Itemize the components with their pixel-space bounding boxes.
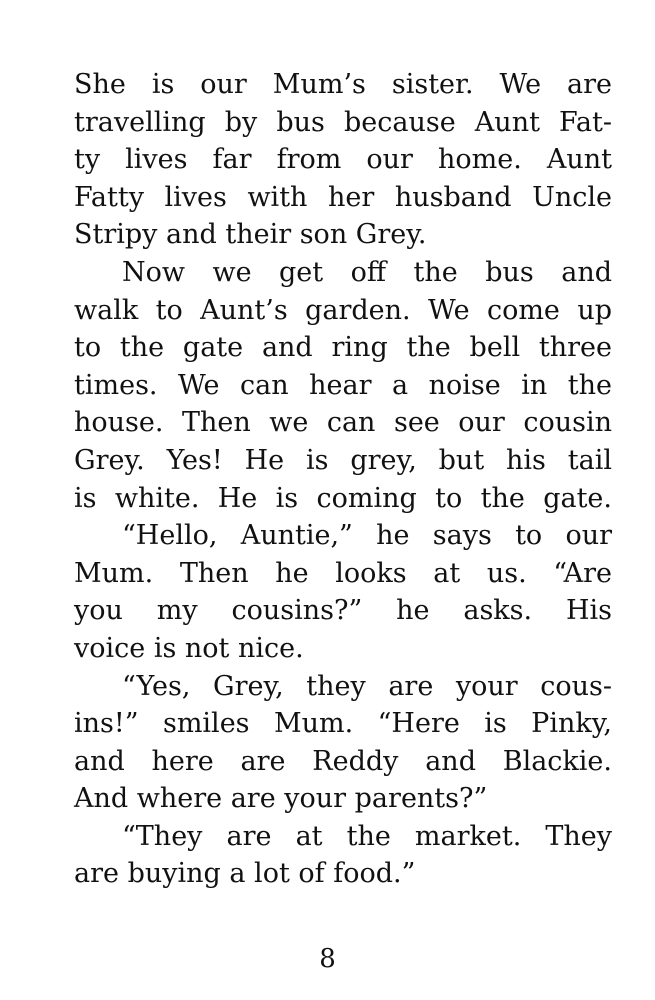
text-line: to the gate and ring the bell three: [74, 332, 612, 364]
text-line: And where are your parents?”: [74, 783, 488, 815]
paragraph: [74, 668, 612, 818]
text-line: is white. He is coming to the gate.: [74, 482, 612, 514]
text-line: times. We can hear a noise in the: [74, 369, 612, 401]
text-line: voice is not nice.: [74, 632, 304, 664]
paragraph: [74, 818, 612, 893]
text-line: Mum. Then he looks at us. “Are: [74, 557, 612, 589]
text-line: ty lives far from our home. Aunt: [74, 144, 612, 176]
text-line: travelling by bus because Aunt Fat-: [74, 106, 612, 138]
text-line: “Yes, Grey, they are your cous-: [122, 670, 612, 702]
text-line: Stripy and their son Grey.: [74, 219, 427, 251]
text-line: “They are at the market. They: [122, 820, 612, 852]
text-line: ins!” smiles Mum. “Here is Pinky,: [74, 708, 612, 740]
text-line: Fatty lives with her husband Uncle: [74, 181, 612, 213]
page-text: [74, 66, 612, 893]
text-line: “Hello, Auntie,” he says to our: [122, 520, 612, 552]
paragraph: [74, 66, 612, 254]
text-line: walk to Aunt’s garden. We come up: [74, 294, 612, 326]
text-line: Grey. Yes! He is grey, but his tail: [74, 444, 612, 476]
text-line: Now we get off the bus and: [122, 256, 612, 288]
paragraph: [74, 254, 612, 517]
text-line: house. Then we can see our cousin: [74, 407, 612, 439]
paragraph: [74, 517, 612, 667]
text-line: and here are Reddy and Blackie.: [74, 745, 612, 777]
page-number: 8: [319, 944, 336, 974]
text-line: are buying a lot of food.”: [74, 858, 416, 890]
text-line: She is our Mum’s sister. We are: [74, 69, 612, 100]
text-line: you my cousins?” he asks. His: [74, 595, 612, 627]
